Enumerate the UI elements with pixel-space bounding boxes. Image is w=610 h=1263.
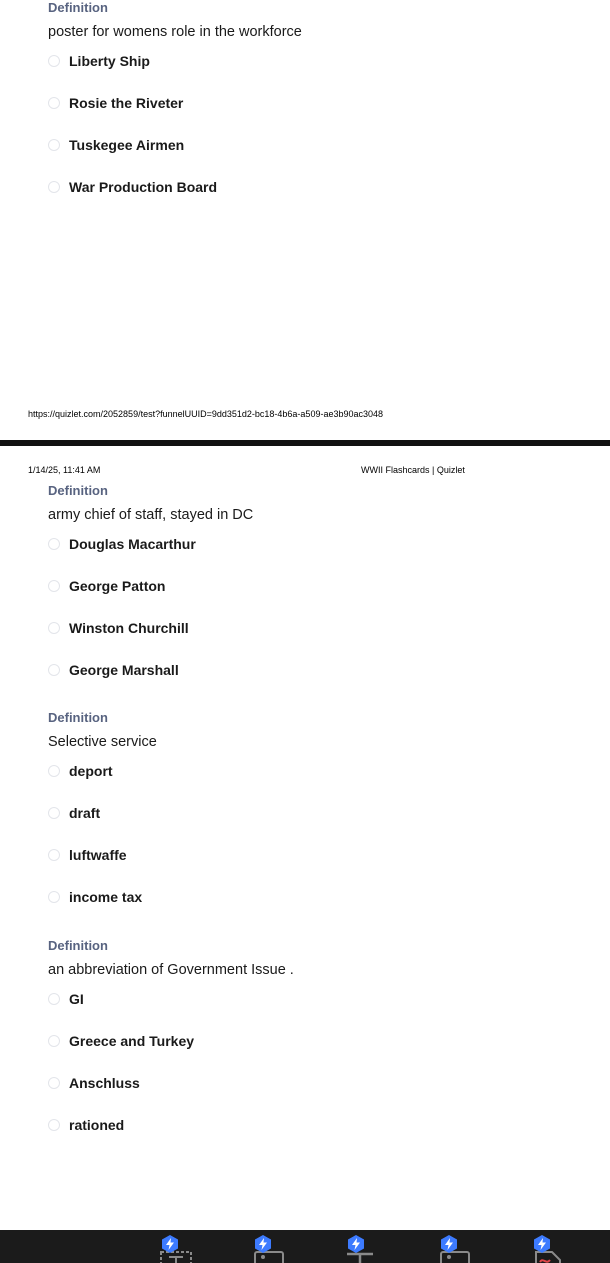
text-box-tool[interactable] [160, 1234, 220, 1263]
question-1 [48, 0, 588, 219]
image-tool[interactable] [253, 1234, 313, 1263]
option-label: Rosie the Riveter [69, 95, 184, 111]
definition-label: Definition [48, 710, 108, 725]
option-label: draft [69, 805, 101, 821]
lightning-badge-icon [253, 1234, 273, 1254]
option-label: Douglas Macarthur [69, 536, 196, 552]
lightning-badge-icon [160, 1234, 180, 1254]
radio-button[interactable] [48, 664, 60, 676]
radio-button[interactable] [48, 97, 60, 109]
answer-options [48, 989, 588, 1157]
answer-option[interactable] [48, 845, 588, 887]
radio-button[interactable] [48, 580, 60, 592]
radio-button[interactable] [48, 538, 60, 550]
option-label: luftwaffe [69, 847, 127, 863]
page-footer-url: https://quizlet.com/2052859/test?funnelUUID=9dd351d2-bc18-4b6a-a509-ae3b90ac3048 [28, 409, 384, 419]
lightning-badge-icon [439, 1234, 459, 1254]
definition-prompt: Selective service [48, 734, 157, 750]
answer-option[interactable] [48, 1031, 588, 1073]
option-label: deport [69, 763, 113, 779]
signature-tool[interactable] [532, 1234, 592, 1263]
radio-button[interactable] [48, 807, 60, 819]
page-header-date: 1/14/25, 11:41 AM [28, 465, 101, 475]
radio-button[interactable] [48, 622, 60, 634]
option-label: Anschluss [69, 1075, 140, 1091]
option-label: George Patton [69, 578, 166, 594]
radio-button[interactable] [48, 181, 60, 193]
answer-option[interactable] [48, 1073, 588, 1115]
option-label: Liberty Ship [69, 53, 150, 69]
radio-button[interactable] [48, 891, 60, 903]
answer-option[interactable] [48, 660, 588, 702]
answer-option[interactable] [48, 1115, 588, 1157]
radio-button[interactable] [48, 849, 60, 861]
radio-button[interactable] [48, 139, 60, 151]
radio-button[interactable] [48, 1119, 60, 1131]
bottom-toolbar [0, 1230, 610, 1263]
option-label: rationed [69, 1117, 125, 1133]
option-label: War Production Board [69, 179, 218, 195]
radio-button[interactable] [48, 1077, 60, 1089]
option-label: Tuskegee Airmen [69, 137, 185, 153]
answer-option[interactable] [48, 576, 588, 618]
question-4 [48, 938, 588, 1157]
answer-option[interactable] [48, 618, 588, 660]
question-2 [48, 483, 588, 702]
answer-option[interactable] [48, 51, 588, 93]
answer-option[interactable] [48, 887, 588, 929]
answer-option[interactable] [48, 93, 588, 135]
answer-option[interactable] [48, 534, 588, 576]
definition-prompt: poster for womens role in the workforce [48, 24, 302, 40]
option-label: George Marshall [69, 662, 179, 678]
answer-option[interactable] [48, 989, 588, 1031]
page-header-title: WWII Flashcards | Quizlet [361, 465, 465, 475]
radio-button[interactable] [48, 765, 60, 777]
definition-label: Definition [48, 0, 108, 15]
text-tool[interactable] [346, 1234, 406, 1263]
definition-prompt: army chief of staff, stayed in DC [48, 507, 254, 523]
option-label: GI [69, 991, 84, 1007]
answer-option[interactable] [48, 803, 588, 845]
answer-option[interactable] [48, 761, 588, 803]
definition-label: Definition [48, 483, 108, 498]
definition-prompt: an abbreviation of Government Issue . [48, 962, 294, 978]
answer-options [48, 51, 588, 219]
option-label: Greece and Turkey [69, 1033, 195, 1049]
answer-options [48, 534, 588, 702]
answer-options [48, 761, 588, 929]
option-label: Winston Churchill [69, 620, 189, 636]
lightning-badge-icon [532, 1234, 552, 1254]
page-1 [0, 0, 610, 440]
answer-option[interactable] [48, 177, 588, 219]
lightning-badge-icon [346, 1234, 366, 1254]
radio-button[interactable] [48, 993, 60, 1005]
radio-button[interactable] [48, 1035, 60, 1047]
definition-label: Definition [48, 938, 108, 953]
question-3 [48, 710, 588, 929]
radio-button[interactable] [48, 55, 60, 67]
answer-option[interactable] [48, 135, 588, 177]
option-label: income tax [69, 889, 143, 905]
image-tool-2[interactable] [439, 1234, 499, 1263]
